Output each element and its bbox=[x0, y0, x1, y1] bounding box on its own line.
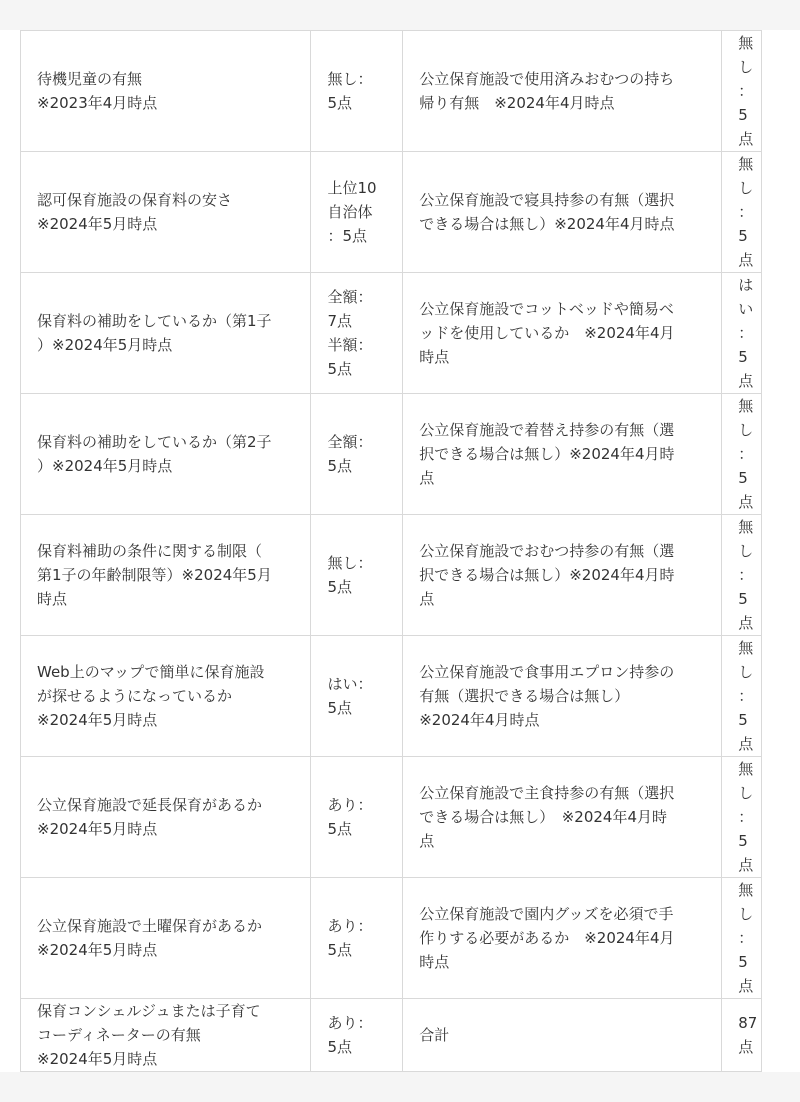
table-row bbox=[21, 152, 762, 273]
score-cell: 無 し ： 5 点 bbox=[722, 152, 762, 273]
criterion-cell: 保育料補助の条件に関する制限（ 第1子の年齢制限等）※2024年5月 時点 bbox=[21, 515, 311, 636]
criterion-cell: 公立保育施設で土曜保育があるか ※2024年5月時点 bbox=[21, 878, 311, 999]
total-score: 87 点 bbox=[722, 999, 762, 1072]
score-cell: は い ： 5 点 bbox=[722, 273, 762, 394]
table-row bbox=[21, 515, 762, 636]
criterion-cell: 公立保育施設で食事用エプロン持参の 有無（選択できる場合は無し） ※2024年4月時点 bbox=[403, 636, 722, 757]
table-row bbox=[21, 273, 762, 394]
scoring-criteria-table bbox=[20, 30, 762, 1072]
total-label: 合計 bbox=[403, 999, 722, 1072]
score-cell: 無 し ： 5 点 bbox=[722, 515, 762, 636]
criterion-cell: 公立保育施設で園内グッズを必須で手 作りする必要があるか ※2024年4月 時点 bbox=[403, 878, 722, 999]
content-area bbox=[0, 30, 800, 1072]
table-row bbox=[21, 394, 762, 515]
table-row bbox=[21, 757, 762, 878]
score-cell: 無 し ： 5 点 bbox=[722, 636, 762, 757]
criterion-cell: 保育料の補助をしているか（第1子 ）※2024年5月時点 bbox=[21, 273, 311, 394]
score-cell: 上位10 自治体 ：5点 bbox=[311, 152, 403, 273]
score-cell: 無し： 5点 bbox=[311, 515, 403, 636]
score-cell: 無し： 5点 bbox=[311, 31, 403, 152]
criterion-cell: 認可保育施設の保育料の安さ ※2024年5月時点 bbox=[21, 152, 311, 273]
table-row-total bbox=[21, 999, 762, 1072]
criterion-cell: 公立保育施設で着替え持参の有無（選 択できる場合は無し）※2024年4月時 点 bbox=[403, 394, 722, 515]
criterion-cell: 公立保育施設で延長保育があるか ※2024年5月時点 bbox=[21, 757, 311, 878]
table-row bbox=[21, 31, 762, 152]
score-cell: 無 し ： 5 点 bbox=[722, 878, 762, 999]
criterion-cell: 公立保育施設で使用済みおむつの持ち 帰り有無 ※2024年4月時点 bbox=[403, 31, 722, 152]
criterion-cell: 公立保育施設で主食持参の有無（選択 できる場合は無し） ※2024年4月時 点 bbox=[403, 757, 722, 878]
criterion-cell: 待機児童の有無 ※2023年4月時点 bbox=[21, 31, 311, 152]
score-cell: あり： 5点 bbox=[311, 999, 403, 1072]
score-cell: 全額： 7点 半額： 5点 bbox=[311, 273, 403, 394]
score-cell: あり： 5点 bbox=[311, 757, 403, 878]
criterion-cell: 公立保育施設で寝具持参の有無（選択 できる場合は無し）※2024年4月時点 bbox=[403, 152, 722, 273]
criterion-cell: Web上のマップで簡単に保育施設 が探せるようになっているか ※2024年5月時点 bbox=[21, 636, 311, 757]
score-cell: 無 し ： 5 点 bbox=[722, 394, 762, 515]
criterion-cell: 公立保育施設でコットベッドや簡易ベ ッドを使用しているか ※2024年4月 時点 bbox=[403, 273, 722, 394]
score-cell: 全額： 5点 bbox=[311, 394, 403, 515]
score-cell: 無 し ： 5 点 bbox=[722, 757, 762, 878]
criterion-cell: 公立保育施設でおむつ持参の有無（選 択できる場合は無し）※2024年4月時 点 bbox=[403, 515, 722, 636]
score-cell: はい： 5点 bbox=[311, 636, 403, 757]
table-row bbox=[21, 636, 762, 757]
score-cell: 無 し ： 5 点 bbox=[722, 31, 762, 152]
table-row bbox=[21, 878, 762, 999]
criterion-cell: 保育コンシェルジュまたは子育て コーディネーターの有無 ※2024年5月時点 bbox=[21, 999, 311, 1072]
score-cell: あり： 5点 bbox=[311, 878, 403, 999]
criterion-cell: 保育料の補助をしているか（第2子 ）※2024年5月時点 bbox=[21, 394, 311, 515]
